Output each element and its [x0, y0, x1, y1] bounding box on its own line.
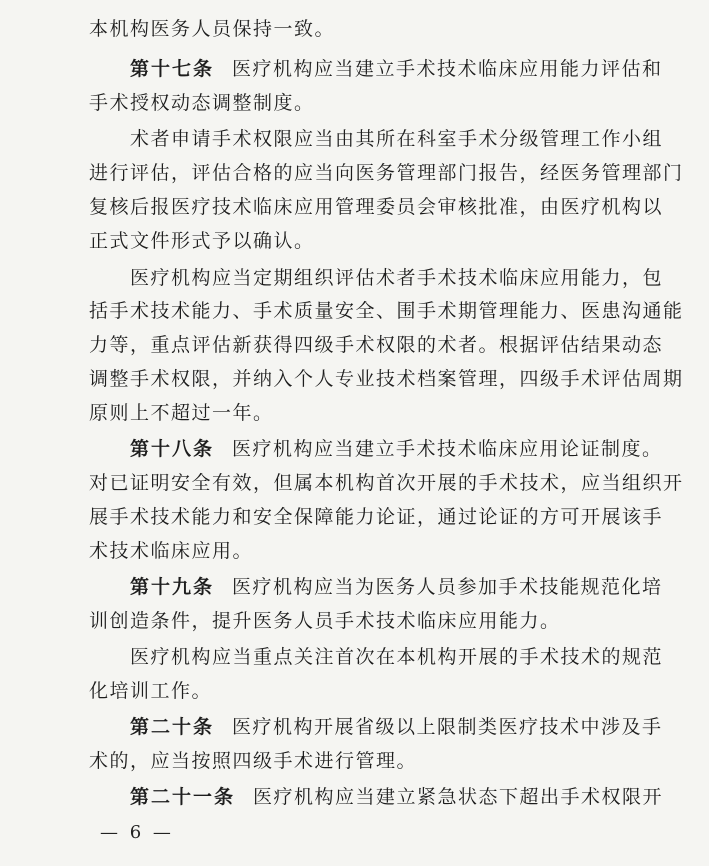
- text-line: 力等，重点评估新获得四级手术权限的术者。根据评估结果动态: [89, 334, 664, 356]
- article-21-heading-line: 第二十一条 医疗机构应当建立紧急状态下超出手术权限开: [130, 786, 664, 808]
- article-number: 第十七条: [130, 58, 215, 80]
- text-line: 术技术临床应用。: [89, 540, 254, 562]
- article-17-heading-line: 第十七条 医疗机构应当建立手术技术临床应用能力评估和: [130, 58, 663, 80]
- page-number: — 6 —: [100, 822, 174, 843]
- text-line: 原则上不超过一年。: [89, 402, 274, 424]
- text-line: 复核后报医疗技术临床应用管理委员会审核批准，由医疗机构以: [89, 196, 664, 218]
- text-line: 化培训工作。: [89, 680, 213, 702]
- text-line: 医疗机构应当定期组织评估术者手术技术临床应用能力，包: [130, 267, 664, 289]
- text-line: 手术授权动态调整制度。: [89, 92, 315, 114]
- article-20-heading-line: 第二十条 医疗机构开展省级以上限制类医疗技术中涉及手: [130, 716, 663, 738]
- text-line: 医疗机构应当重点关注首次在本机构开展的手术技术的规范: [130, 646, 664, 668]
- text-line: 训创造条件，提升医务人员手术技术临床应用能力。: [89, 610, 561, 632]
- article-number: 第二十一条: [130, 786, 236, 808]
- article-number: 第二十条: [130, 716, 215, 738]
- text-line: 调整手术权限，并纳入个人专业技术档案管理，四级手术评估周期: [89, 368, 684, 390]
- text-line: 展手术技术能力和安全保障能力论证，通过论证的方可开展该手: [89, 506, 664, 528]
- text-line: 括手术技术能力、手术质量安全、围手术期管理能力、医患沟通能: [89, 300, 684, 322]
- article-18-heading-line: 第十八条 医疗机构应当建立手术技术临床应用论证制度。: [130, 438, 663, 460]
- text-line: 术的，应当按照四级手术进行管理。: [89, 750, 418, 772]
- text-line: 进行评估，评估合格的应当向医务管理部门报告，经医务管理部门: [89, 162, 684, 184]
- article-number: 第十八条: [130, 438, 215, 460]
- article-19-heading-line: 第十九条 医疗机构应当为医务人员参加手术技能规范化培: [130, 576, 663, 598]
- text-line: 术者申请手术权限应当由其所在科室手术分级管理工作小组: [130, 128, 664, 150]
- text-line: 本机构医务人员保持一致。: [89, 18, 336, 40]
- text-line: 正式文件形式予以确认。: [89, 230, 315, 252]
- text-line: 对已证明安全有效，但属本机构首次开展的手术技术，应当组织开: [89, 472, 684, 494]
- article-number: 第十九条: [130, 576, 215, 598]
